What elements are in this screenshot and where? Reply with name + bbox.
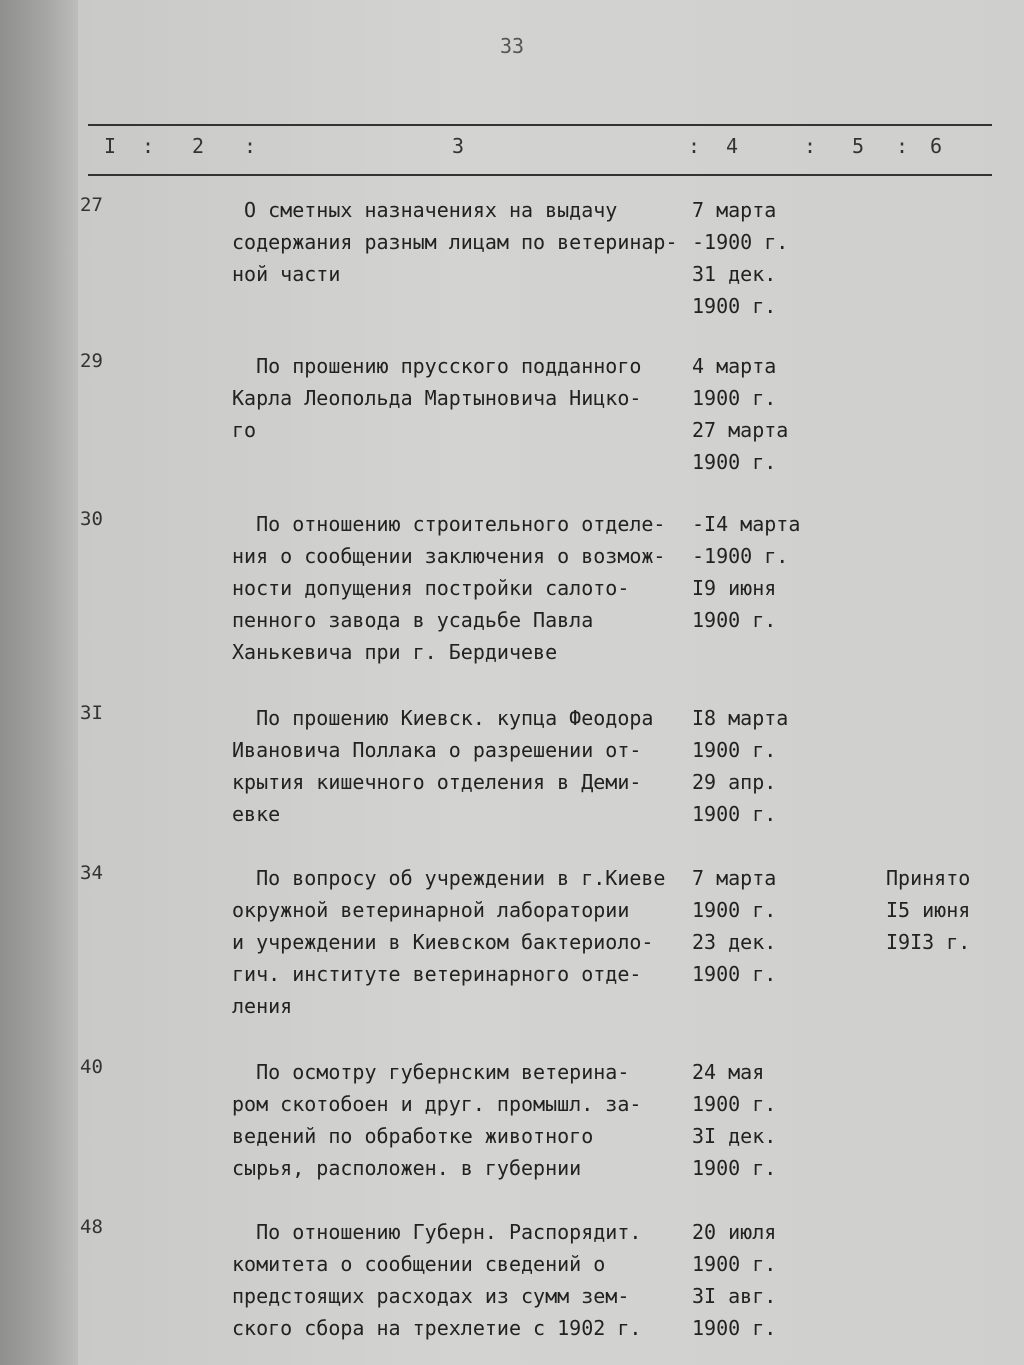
row-number: 29 xyxy=(80,350,103,372)
column-header-1: I xyxy=(104,134,117,158)
row-dates: 4 марта 1900 г. 27 марта 1900 г. xyxy=(692,354,789,474)
row-dates: 7 марта -1900 г. 31 дек. 1900 г. xyxy=(692,198,789,318)
column-header-3: 3 xyxy=(452,134,465,158)
row-description: О сметных назначениях на выдачу содержания разным лицам по ветеринар- ной части xyxy=(232,198,678,286)
row-number: 3I xyxy=(80,702,103,724)
row-dates: 20 июля 1900 г. 3I авг. 1900 г. xyxy=(692,1220,777,1340)
row-dates: -I4 марта -1900 г. I9 июня 1900 г. xyxy=(692,512,801,632)
row-description: По вопросу об учреждении в г.Киеве окружной ветеринарной лаборатории и учреждении в Киевском бактериоло- гич. институте ветеринарного отде- ления xyxy=(232,866,666,1018)
column-header-separator: : xyxy=(142,134,155,158)
row-note: Принято I5 июня I9I3 г. xyxy=(886,866,971,954)
row-number: 40 xyxy=(80,1056,103,1078)
header-rule-top xyxy=(88,124,992,126)
column-header-4: 4 xyxy=(726,134,739,158)
page-number: 33 xyxy=(500,34,525,58)
column-header-6: 6 xyxy=(930,134,943,158)
row-dates: 24 мая 1900 г. 3I дек. 1900 г. xyxy=(692,1060,777,1180)
column-header-5: 5 xyxy=(852,134,865,158)
row-description: По отношению строительного отделе- ния о сообщении заключения о возмож- ности допущения постройки салото- пенного завода в усадьбе Павла Ханькевича при г. Бердичеве xyxy=(232,512,666,664)
row-description: По отношению Губерн. Распорядит. комитета о сообщении сведений о предстоящих расходах из сумм зем- ского сбора на трехлетие с 1902 г. xyxy=(232,1220,642,1340)
row-number: 34 xyxy=(80,862,103,884)
row-description: По осмотру губернским ветерина- ром скотобоен и друг. промышл. за- ведений по обработке животного сырья, расположен. в губернии xyxy=(232,1060,642,1180)
binding-edge xyxy=(0,0,78,1365)
column-header-separator: : xyxy=(804,134,817,158)
row-number: 48 xyxy=(80,1216,103,1238)
row-number: 27 xyxy=(80,194,103,216)
column-header-2: 2 xyxy=(192,134,205,158)
header-rule-bottom xyxy=(88,174,992,176)
row-number: 30 xyxy=(80,508,103,530)
row-dates: 7 марта 1900 г. 23 дек. 1900 г. xyxy=(692,866,777,986)
row-description: По прошению прусского подданного Карла Леопольда Мартыновича Ницко- го xyxy=(232,354,642,442)
column-header-separator: : xyxy=(244,134,257,158)
row-description: По прошению Киевск. купца Феодора Ивановича Поллака о разрешении от- крытия кишечного отделения в Деми- евке xyxy=(232,706,654,826)
column-header-separator: : xyxy=(896,134,909,158)
column-header-separator: : xyxy=(688,134,701,158)
row-dates: I8 марта 1900 г. 29 апр. 1900 г. xyxy=(692,706,789,826)
